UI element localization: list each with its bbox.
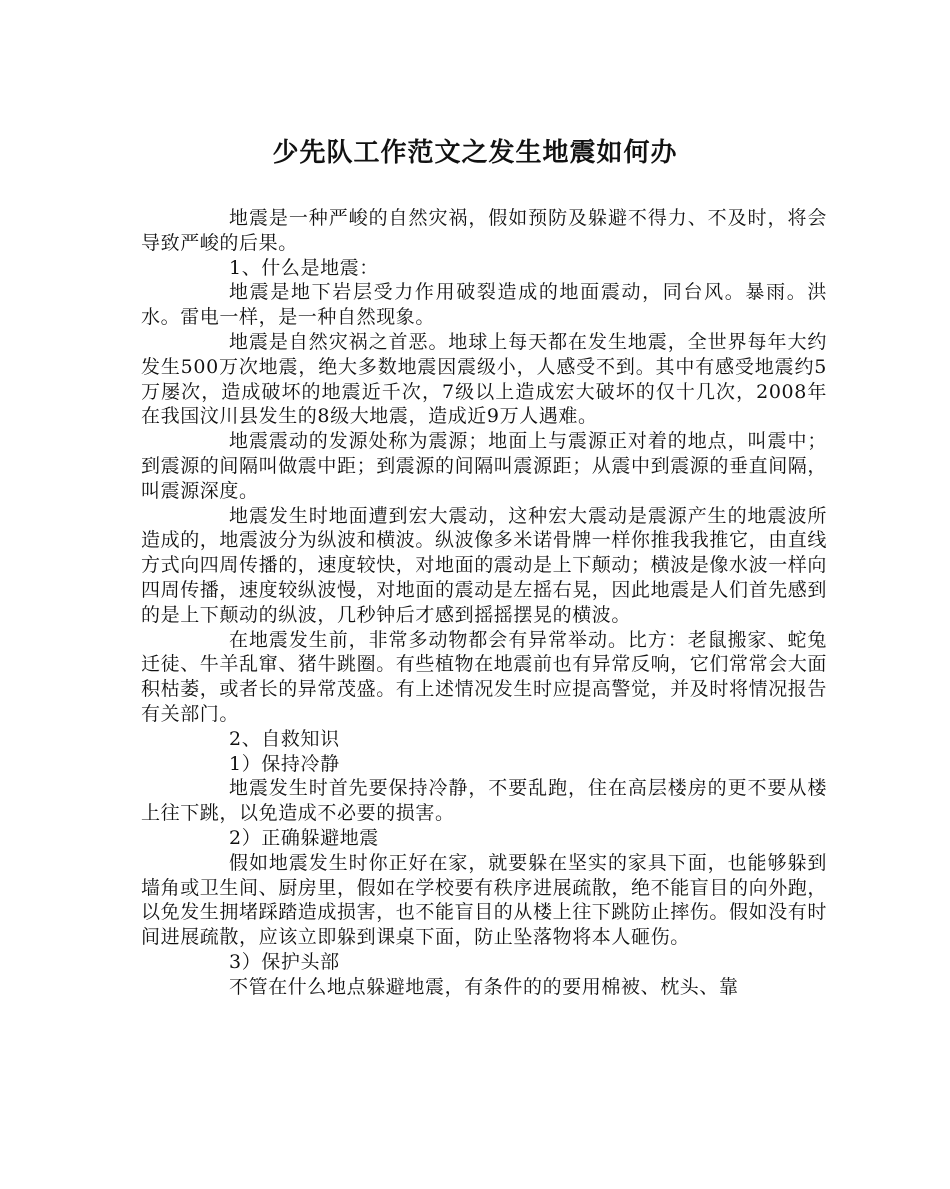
paragraph: 在地震发生前，非常多动物都会有异常举动。比方：老鼠搬家、蛇兔迁徒、牛羊乱窜、猪牛跳圈。有些植物在地震前也有异常反响，它们常常会大面积枯萎，或者长的异常茂盛。有上述情况发生时应提高警觉，并及时将情况报告有关部门。 xyxy=(141,628,828,725)
paragraph: 地震发生时首先要保持冷静，不要乱跑，住在高层楼房的更不要从楼上往下跳，以免造成不必要的损害。 xyxy=(141,777,827,825)
document-body xyxy=(141,206,827,1000)
paragraph: 地震震动的发源处称为震源；地面上与震源正对着的地点，叫震中；到震源的间隔叫做震中距；到震源的间隔叫震源距；从震中到震源的垂直间隔，叫震源深度。 xyxy=(141,430,828,502)
paragraph: 地震是自然灾祸之首恶。地球上每天都在发生地震，全世界每年大约发生500万次地震，绝大多数地震因震级小，人感受不到。其中有感受地震约5万屡次，造成破坏的地震近千次，7级以上造成宏大破坏的仅十几次，2008年在我国汶川县发生的8级大地震，造成近9万人遇难。 xyxy=(141,330,827,428)
paragraph: 地震是一种严峻的自然灾祸，假如预防及躲避不得力、不及时，将会导致严峻的后果。 xyxy=(141,207,827,254)
paragraph: 不管在什么地点躲避地震，有条件的的要用棉被、枕头、靠 xyxy=(229,975,739,998)
subsection-heading: 3）保护头部 xyxy=(229,950,340,973)
subsection-heading: 1）保持冷静 xyxy=(229,752,340,775)
paragraph: 地震发生时地面遭到宏大震动，这种宏大震动是震源产生的地震波所造成的，地震波分为纵波和横波。纵波像多米诺骨牌一样你推我我推它，由直线方式向四周传播的，速度较快，对地面的震动是上下颠动；横波是像水波一样向四周传播，速度较纵波慢，对地面的震动是左摇右晃，因此地震是人们首先感到的是上下颠动的纵波，几秒钟后才感到摇摇摆晃的横波。 xyxy=(141,504,828,626)
paragraph: 假如地震发生时你正好在家，就要躲在坚实的家具下面，也能够躲到墙角或卫生间、厨房里，假如在学校要有秩序进展疏散，绝不能盲目的向外跑，以免发生拥堵踩踏造成损害，也不能盲目的从楼上往下跳防止摔伤。假如没有时间进展疏散，应该立即躲到课桌下面，防止坠落物将本人砸伤。 xyxy=(141,851,828,949)
section-heading: 1、什么是地震： xyxy=(229,256,379,279)
subsection-heading: 2）正确躲避地震 xyxy=(229,826,379,849)
document-title: 少先队工作范文之发生地震如何办 xyxy=(272,138,678,168)
section-heading: 2、自救知识 xyxy=(229,727,340,750)
paragraph: 地震是地下岩层受力作用破裂造成的地面震动，同台风。暴雨。洪水。雷电一样，是一种自然现象。 xyxy=(141,281,827,329)
